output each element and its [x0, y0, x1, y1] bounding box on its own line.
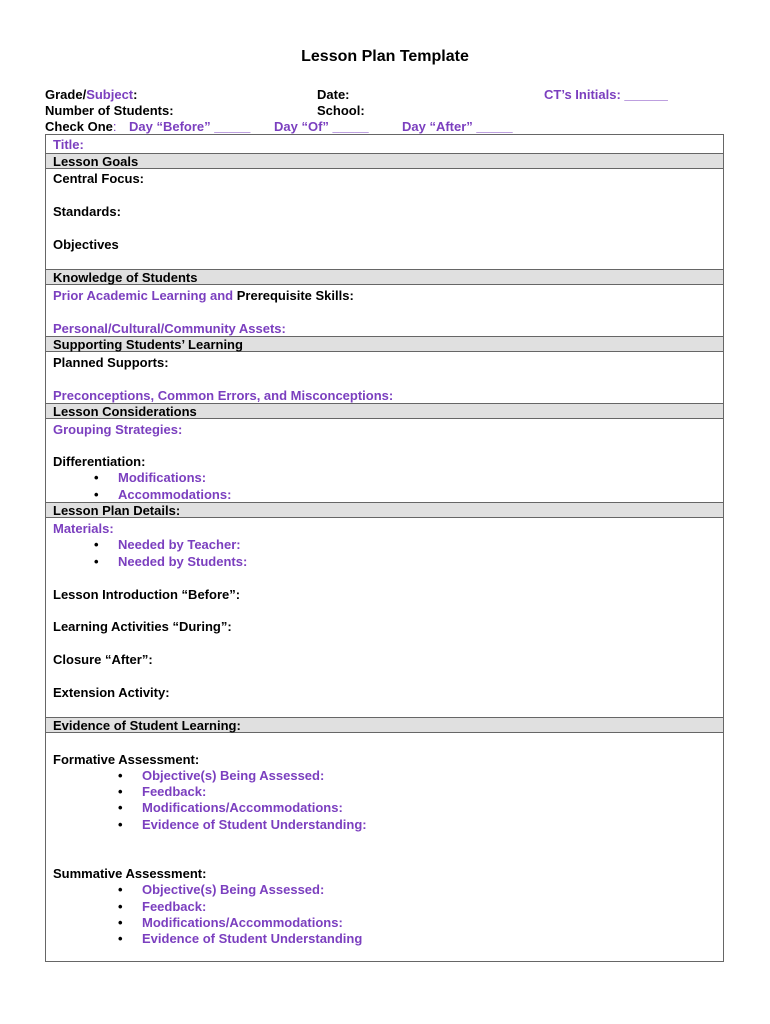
subject-label: Subject: [86, 87, 134, 102]
lesson-plan-table: [45, 134, 724, 962]
check-one-text: Check One: [45, 119, 113, 134]
date-field: Date:: [317, 87, 350, 102]
materials-label: Materials:: [53, 521, 114, 536]
list-item: [118, 931, 362, 946]
bullet-icon: •: [94, 537, 99, 552]
bullet-icon: •: [118, 768, 123, 783]
objectives-label: Objectives: [53, 237, 119, 252]
list-item: [118, 817, 367, 832]
list-item: [118, 784, 206, 799]
summative-item: Feedback:: [142, 899, 207, 914]
day-before-option[interactable]: Day “Before” _____: [129, 119, 251, 134]
list-item: [118, 800, 343, 815]
ct-initials-field: CT’s Initials: ______: [544, 87, 668, 102]
bullet-icon: •: [118, 931, 123, 946]
grouping-strategies-label: Grouping Strategies:: [53, 422, 183, 437]
formative-item: Evidence of Student Understanding:: [142, 817, 367, 832]
knowledge-of-students-header: Knowledge of Students: [46, 269, 723, 285]
list-item: [118, 768, 324, 783]
bullet-icon: •: [118, 882, 123, 897]
bullet-icon: •: [94, 554, 99, 569]
bullet-icon: •: [118, 899, 123, 914]
day-after-option[interactable]: Day “After” _____: [402, 119, 513, 134]
document-title: Lesson Plan Template: [301, 48, 469, 65]
standards-label: Standards:: [53, 204, 121, 219]
supporting-learning-header: Supporting Students’ Learning: [46, 336, 723, 352]
preconceptions-label: Preconceptions, Common Errors, and Misconceptions:: [53, 388, 394, 403]
bullet-icon: •: [118, 784, 123, 799]
needed-by-students-label: Needed by Students:: [118, 554, 248, 569]
bullet-icon: •: [94, 487, 99, 502]
colon: :: [133, 87, 138, 102]
list-item: [94, 554, 247, 569]
extension-activity-label: Extension Activity:: [53, 685, 170, 700]
title-field[interactable]: Title:: [53, 137, 84, 152]
number-of-students-field: Number of Students:: [45, 103, 174, 118]
closure-label: Closure “After”:: [53, 652, 153, 667]
bullet-icon: •: [118, 817, 123, 832]
central-focus-label: Central Focus:: [53, 171, 145, 186]
list-item: [118, 915, 343, 930]
list-item: [94, 470, 206, 485]
list-item: [94, 487, 231, 502]
prior-learning-label: [53, 288, 354, 303]
check-one-colon: :: [112, 119, 117, 134]
summative-item: Evidence of Student Understanding: [142, 931, 363, 946]
list-item: [94, 537, 241, 552]
differentiation-label: Differentiation:: [53, 454, 146, 469]
formative-assessment-label: Formative Assessment:: [53, 752, 200, 767]
school-field: School:: [317, 103, 365, 118]
check-one-label: [45, 119, 117, 134]
grade-subject-field: [45, 87, 138, 102]
list-item: [118, 882, 324, 897]
formative-item: Feedback:: [142, 784, 207, 799]
learning-activities-label: Learning Activities “During”:: [53, 619, 232, 634]
lesson-considerations-header: Lesson Considerations: [46, 403, 723, 419]
personal-assets-label: Personal/Cultural/Community Assets:: [53, 321, 286, 336]
bullet-icon: •: [118, 800, 123, 815]
day-of-option[interactable]: Day “Of” _____: [274, 119, 369, 134]
summative-item: Modifications/Accommodations:: [142, 915, 343, 930]
summative-assessment-label: Summative Assessment:: [53, 866, 207, 881]
bullet-icon: •: [94, 470, 99, 485]
prior-academic-text: Prior Academic Learning and: [53, 288, 237, 303]
lesson-goals-header: Lesson Goals: [46, 153, 723, 169]
summative-item: Objective(s) Being Assessed:: [142, 882, 325, 897]
lesson-plan-details-header: Lesson Plan Details:: [46, 502, 723, 518]
list-item: [118, 899, 206, 914]
formative-item: Objective(s) Being Assessed:: [142, 768, 325, 783]
bullet-icon: •: [118, 915, 123, 930]
needed-by-teacher-label: Needed by Teacher:: [118, 537, 241, 552]
evidence-header: Evidence of Student Learning:: [46, 717, 723, 733]
grade-label: Grade/: [45, 87, 87, 102]
formative-item: Modifications/Accommodations:: [142, 800, 343, 815]
accommodations-label: Accommodations:: [118, 487, 232, 502]
prerequisite-text: Prerequisite Skills:: [236, 288, 354, 303]
modifications-label: Modifications:: [118, 470, 207, 485]
planned-supports-label: Planned Supports:: [53, 355, 169, 370]
lesson-introduction-label: Lesson Introduction “Before”:: [53, 587, 241, 602]
